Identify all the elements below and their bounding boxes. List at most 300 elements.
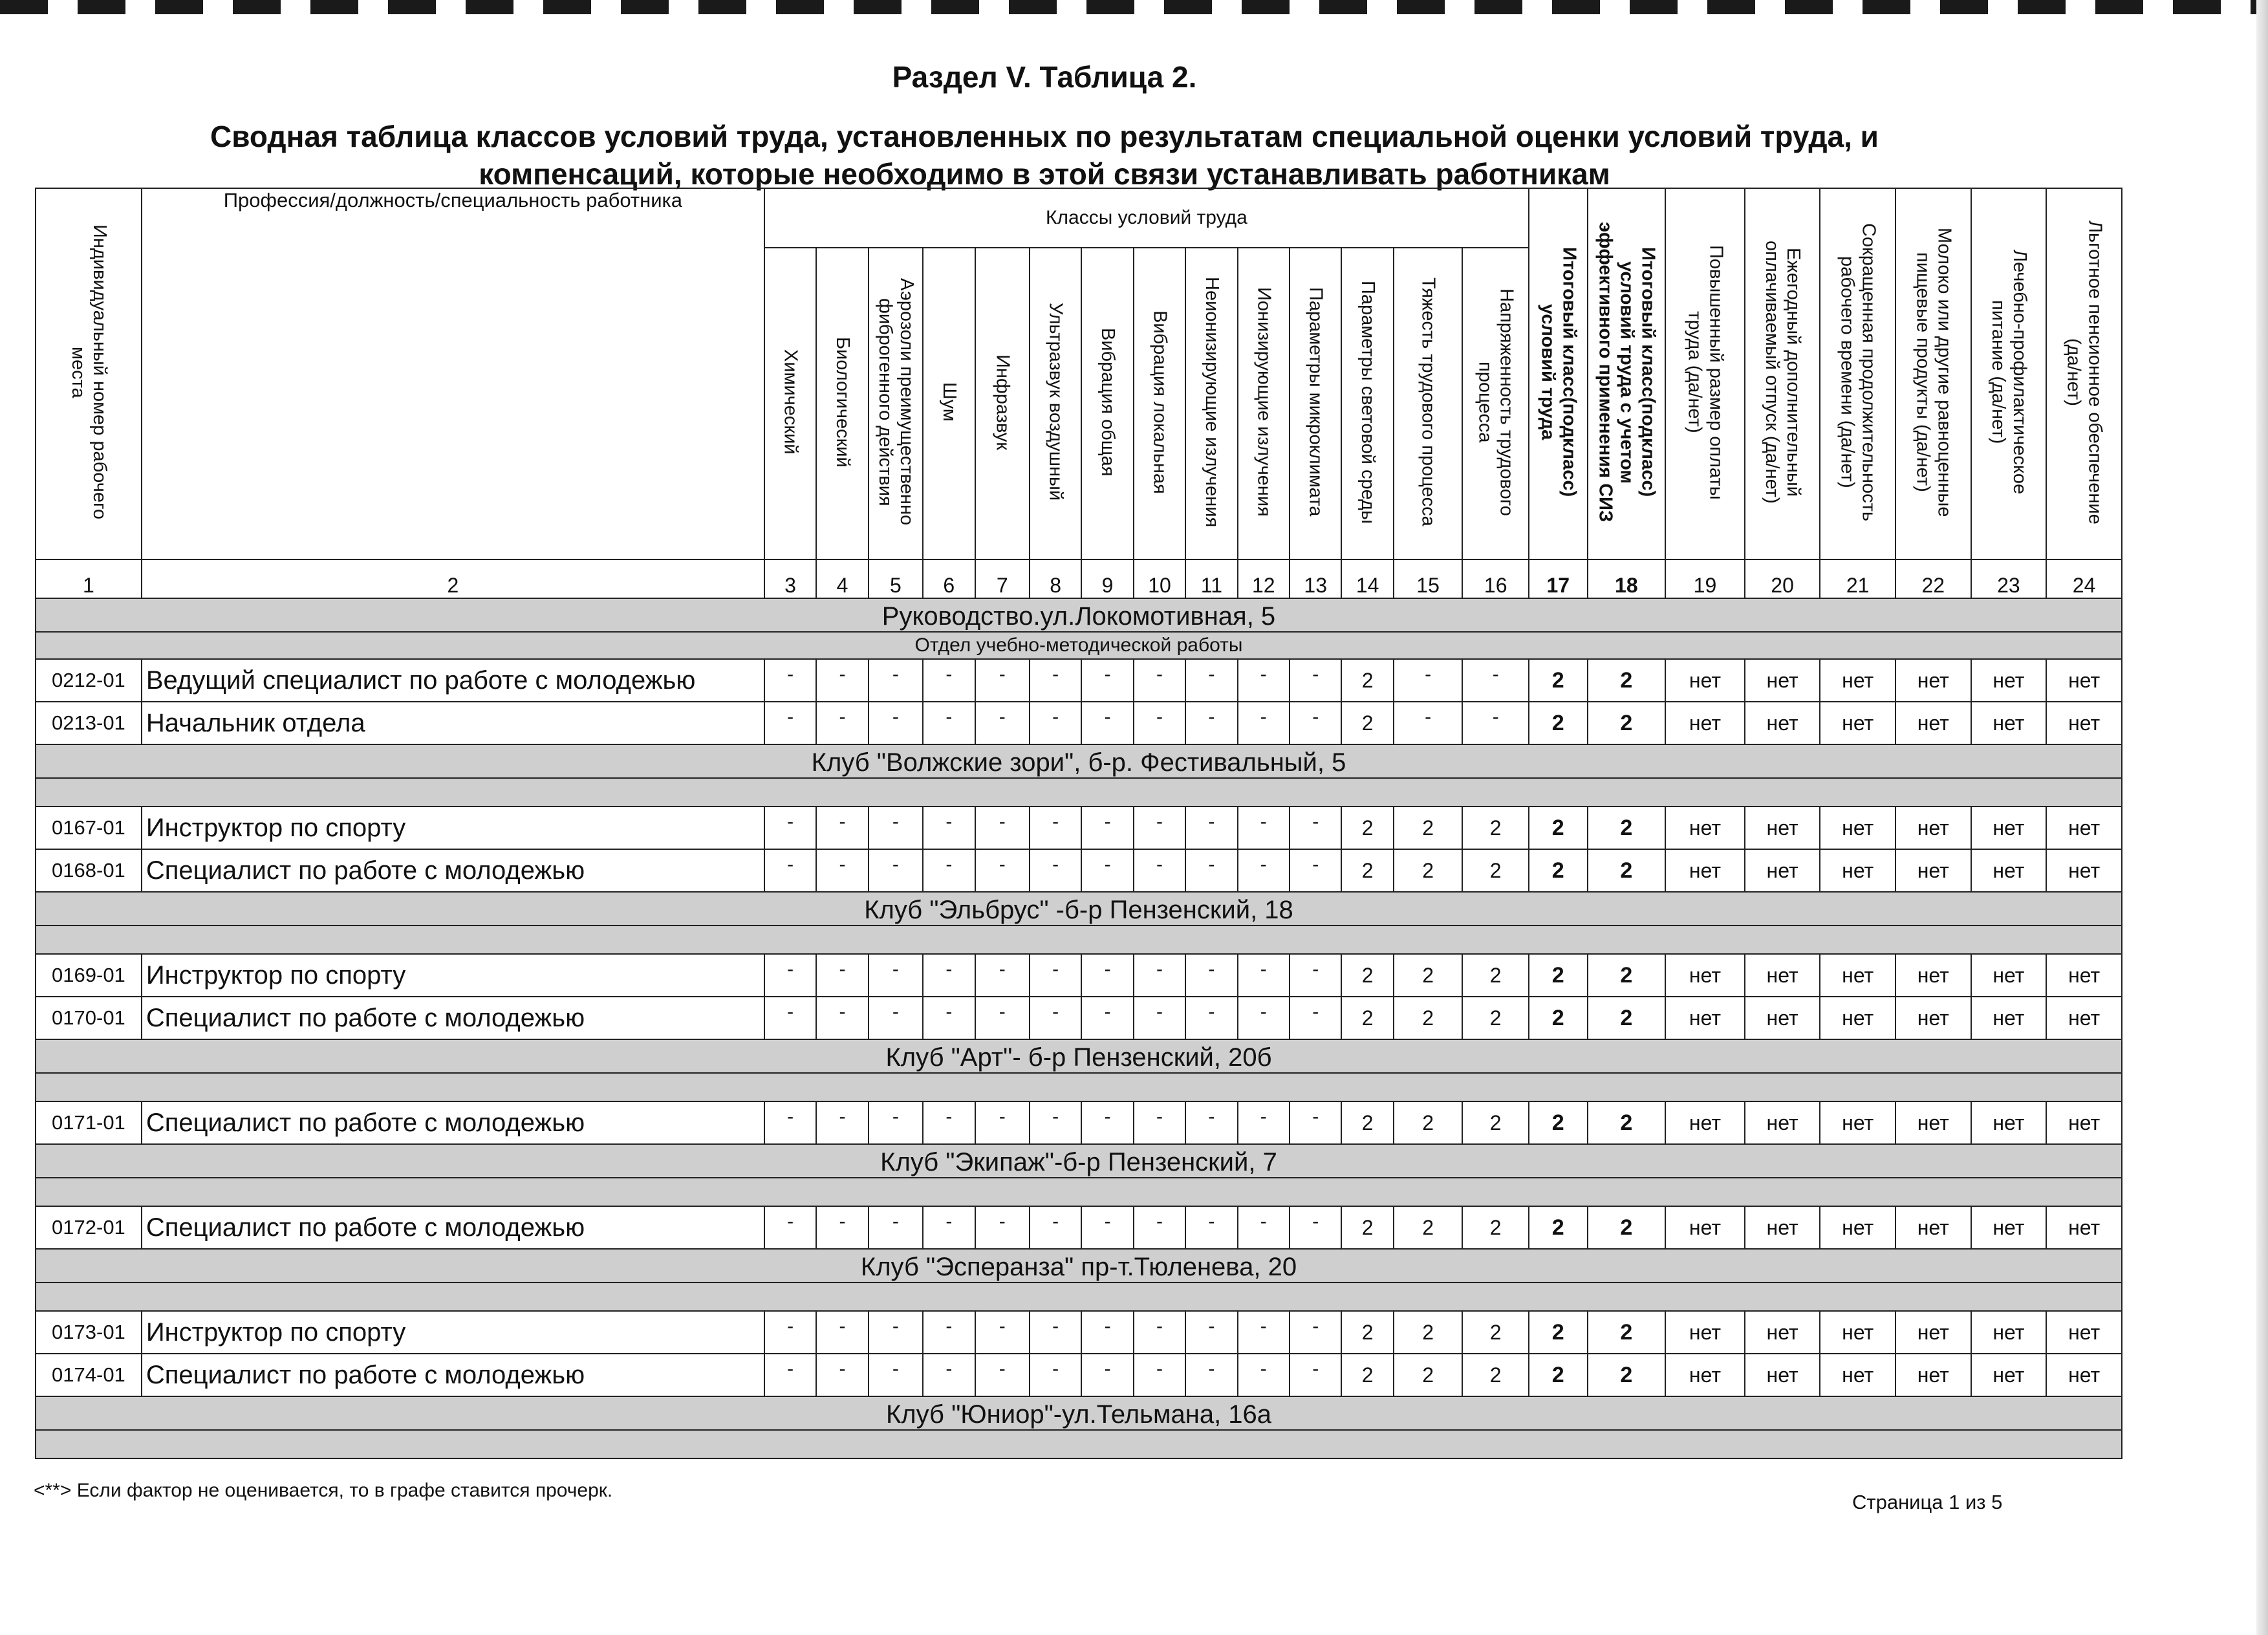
col-workplace-number: Индивидуальный номер рабочего места: [36, 188, 142, 559]
table-cell: нет: [1820, 1101, 1895, 1144]
table-cell: 2: [1394, 1206, 1463, 1249]
group-title: Клуб "Юниор"-ул.Тельмана, 16а: [36, 1396, 2122, 1430]
profession-name: Специалист по работе с молодежью: [142, 1206, 764, 1249]
col-factor-ultrasound: Ультразвук воздушный: [1030, 248, 1081, 559]
table-cell: -: [1238, 849, 1290, 892]
table-cell: -: [1081, 997, 1133, 1039]
table-cell: -: [869, 807, 923, 849]
table-row: [36, 1311, 2122, 1354]
table-cell: 2: [1341, 659, 1393, 702]
column-number: 15: [1394, 559, 1463, 598]
table-cell: нет: [1665, 997, 1745, 1039]
table-cell: -: [1238, 997, 1290, 1039]
table-cell: -: [816, 954, 868, 997]
table-cell: нет: [1895, 1101, 1971, 1144]
table-cell: -: [1030, 1206, 1081, 1249]
group-spacer-row: [36, 926, 2122, 954]
table-cell: 2: [1394, 954, 1463, 997]
table-cell: -: [1134, 1354, 1185, 1396]
table-cell: 2: [1341, 1206, 1393, 1249]
table-cell: -: [816, 702, 868, 744]
column-number: 17: [1529, 559, 1587, 598]
profession-name: Ведущий специалист по работе с молодежью: [142, 659, 764, 702]
table-cell: нет: [1820, 659, 1895, 702]
table-cell: -: [923, 702, 975, 744]
table-title-line1: Сводная таблица классов условий труда, установленных по результатам специальной оценки условий труда, и: [210, 120, 1879, 153]
table-cell: нет: [1745, 702, 1820, 744]
workplace-number: 0212-01: [36, 659, 142, 702]
table-cell: нет: [1665, 954, 1745, 997]
workplace-number: 0172-01: [36, 1206, 142, 1249]
table-cell: -: [923, 659, 975, 702]
profession-name: Инструктор по спорту: [142, 1311, 764, 1354]
table-cell: нет: [2046, 1206, 2122, 1249]
group-spacer: [36, 778, 2122, 807]
column-number: 3: [764, 559, 816, 598]
table-row: [36, 997, 2122, 1039]
table-cell: -: [764, 1101, 816, 1144]
table-cell: 2: [1394, 849, 1463, 892]
col-factor-vibration-general: Вибрация общая: [1081, 248, 1133, 559]
column-number: 22: [1895, 559, 1971, 598]
table-cell: -: [1238, 807, 1290, 849]
column-number: 5: [869, 559, 923, 598]
table-cell: нет: [1665, 702, 1745, 744]
table-cell: 2: [1341, 954, 1393, 997]
table-cell: -: [975, 1101, 1030, 1144]
col-comp-pension: Льготное пенсионное обеспечение (да/нет): [2046, 188, 2122, 559]
table-cell: -: [1134, 702, 1185, 744]
table-cell: нет: [2046, 849, 2122, 892]
table-cell: нет: [1745, 1311, 1820, 1354]
table-cell: нет: [1971, 997, 2047, 1039]
table-cell: нет: [2046, 659, 2122, 702]
column-numbers-row: [36, 559, 2122, 598]
column-number: 7: [975, 559, 1030, 598]
table-row: [36, 702, 2122, 744]
table-row: [36, 1101, 2122, 1144]
table-cell: -: [1394, 702, 1463, 744]
profession-name: Специалист по работе с молодежью: [142, 849, 764, 892]
table-cell: нет: [1895, 702, 1971, 744]
group-subtitle-row: [36, 632, 2122, 659]
table-cell: нет: [1820, 1311, 1895, 1354]
table-row: [36, 1354, 2122, 1396]
column-number: 12: [1238, 559, 1290, 598]
footnote: <**> Если фактор не оценивается, то в графе ставится прочерк.: [34, 1480, 613, 1501]
group-spacer: [36, 926, 2122, 954]
table-cell: нет: [1745, 1354, 1820, 1396]
column-number: 23: [1971, 559, 2047, 598]
col-classes-group: Классы условий труда: [764, 188, 1529, 248]
table-cell: -: [764, 997, 816, 1039]
table-cell: -: [975, 849, 1030, 892]
column-number: 13: [1290, 559, 1341, 598]
table-cell: нет: [1745, 1206, 1820, 1249]
table-row: [36, 954, 2122, 997]
table-cell: -: [1290, 849, 1341, 892]
group-spacer-row: [36, 1283, 2122, 1311]
table-cell: 2: [1341, 807, 1393, 849]
table-cell: нет: [1665, 849, 1745, 892]
column-number: 6: [923, 559, 975, 598]
table-cell: -: [1134, 997, 1185, 1039]
table-cell: -: [1081, 1206, 1133, 1249]
group-header-row: [36, 892, 2122, 926]
column-number: 24: [2046, 559, 2122, 598]
table-cell: -: [1462, 702, 1529, 744]
group-title: Клуб "Волжские зори", б-р. Фестивальный, 5: [36, 744, 2122, 778]
table-cell: нет: [1971, 659, 2047, 702]
group-header-row: [36, 1249, 2122, 1283]
table-cell: -: [1185, 1206, 1237, 1249]
table-cell: -: [923, 1101, 975, 1144]
table-cell: -: [1134, 659, 1185, 702]
table-cell: -: [816, 1206, 868, 1249]
workplace-number: 0167-01: [36, 807, 142, 849]
column-number: 1: [36, 559, 142, 598]
table-cell: нет: [1971, 702, 2047, 744]
table-cell: -: [869, 954, 923, 997]
table-cell: нет: [1820, 702, 1895, 744]
table-cell: -: [1394, 659, 1463, 702]
group-title: Клуб "Арт"- б-р Пензенский, 20б: [36, 1039, 2122, 1073]
table-cell: нет: [1665, 1311, 1745, 1354]
table-cell: нет: [1971, 1101, 2047, 1144]
table-cell: -: [1290, 807, 1341, 849]
table-cell: -: [1185, 807, 1237, 849]
table-cell: -: [1134, 807, 1185, 849]
table-body: [36, 559, 2122, 1458]
table-cell: нет: [1971, 1206, 2047, 1249]
table-cell: нет: [1895, 1311, 1971, 1354]
table-cell: 2: [1462, 1101, 1529, 1144]
table-cell: -: [816, 659, 868, 702]
table-cell: нет: [2046, 997, 2122, 1039]
table-cell: 2: [1462, 807, 1529, 849]
table-cell: 2: [1341, 997, 1393, 1039]
table-cell: -: [869, 1101, 923, 1144]
col-comp-pay: Повышенный размер оплаты труда (да/нет): [1665, 188, 1745, 559]
group-title: Клуб "Эсперанза" пр-т.Тюленева, 20: [36, 1249, 2122, 1283]
col-comp-food: Лечебно-профилактическое питание (да/нет): [1971, 188, 2047, 559]
table-cell: 2: [1588, 849, 1666, 892]
table-cell: нет: [1820, 997, 1895, 1039]
table-cell: нет: [1745, 659, 1820, 702]
workplace-number: 0169-01: [36, 954, 142, 997]
table-cell: -: [1238, 702, 1290, 744]
table-cell: нет: [2046, 702, 2122, 744]
table-cell: нет: [1895, 849, 1971, 892]
table-cell: нет: [1971, 849, 2047, 892]
table-cell: -: [1030, 659, 1081, 702]
group-header-row: [36, 1396, 2122, 1430]
table-cell: -: [1185, 702, 1237, 744]
group-title: Клуб "Экипаж"-б-р Пензенский, 7: [36, 1144, 2122, 1178]
table-cell: нет: [1971, 1354, 2047, 1396]
table-cell: 2: [1588, 997, 1666, 1039]
table-cell: нет: [2046, 1101, 2122, 1144]
table-cell: нет: [1971, 807, 2047, 849]
group-spacer-row: [36, 1178, 2122, 1206]
col-final-class: Итоговый класс(подкласс) условий труда: [1529, 188, 1587, 559]
table-cell: -: [1185, 659, 1237, 702]
profession-name: Начальник отдела: [142, 702, 764, 744]
table-cell: -: [869, 849, 923, 892]
table-cell: -: [869, 1206, 923, 1249]
table-cell: нет: [1895, 1354, 1971, 1396]
table-cell: -: [923, 807, 975, 849]
table-cell: -: [1290, 954, 1341, 997]
binding-holes: [0, 0, 2268, 14]
table-cell: нет: [1665, 1101, 1745, 1144]
table-cell: нет: [1820, 1206, 1895, 1249]
table-cell: -: [816, 849, 868, 892]
table-cell: нет: [1971, 954, 2047, 997]
table-cell: -: [923, 1354, 975, 1396]
table-cell: нет: [1820, 954, 1895, 997]
table-cell: -: [1290, 1311, 1341, 1354]
table-cell: 2: [1588, 1206, 1666, 1249]
table-cell: -: [975, 659, 1030, 702]
table-cell: 2: [1529, 659, 1587, 702]
table-cell: -: [923, 1206, 975, 1249]
page-edge: [2256, 0, 2268, 1635]
col-factor-ionizing: Ионизирующие излучения: [1238, 248, 1290, 559]
table-cell: нет: [1820, 849, 1895, 892]
table-cell: -: [1134, 1311, 1185, 1354]
col-factor-vibration-local: Вибрация локальная: [1134, 248, 1185, 559]
table-cell: нет: [1665, 1354, 1745, 1396]
table-cell: 2: [1529, 997, 1587, 1039]
workplace-number: 0174-01: [36, 1354, 142, 1396]
table-cell: -: [1030, 702, 1081, 744]
table-cell: -: [869, 1354, 923, 1396]
table-cell: -: [764, 849, 816, 892]
table-cell: 2: [1529, 849, 1587, 892]
table-cell: нет: [1665, 807, 1745, 849]
table-cell: нет: [1895, 954, 1971, 997]
table-cell: -: [1030, 849, 1081, 892]
table-cell: -: [1081, 954, 1133, 997]
table-cell: -: [1185, 1311, 1237, 1354]
table-cell: -: [1290, 997, 1341, 1039]
table-cell: -: [1134, 954, 1185, 997]
table-cell: -: [1290, 659, 1341, 702]
workplace-number: 0171-01: [36, 1101, 142, 1144]
table-cell: -: [816, 807, 868, 849]
workplace-number: 0168-01: [36, 849, 142, 892]
table-cell: 2: [1588, 1101, 1666, 1144]
table-cell: 2: [1588, 659, 1666, 702]
table-cell: -: [1030, 1101, 1081, 1144]
table-cell: -: [1290, 1206, 1341, 1249]
table-cell: -: [1030, 807, 1081, 849]
table-cell: -: [1238, 954, 1290, 997]
column-number: 21: [1820, 559, 1895, 598]
col-profession: Профессия/должность/специальность работника: [142, 188, 764, 559]
col-factor-chemical: Химический: [764, 248, 816, 559]
table-cell: 2: [1341, 849, 1393, 892]
col-factor-microclimate: Параметры микроклимата: [1290, 248, 1341, 559]
table-cell: -: [869, 702, 923, 744]
header-row-1: [36, 188, 2122, 248]
table-cell: -: [1185, 849, 1237, 892]
table-cell: 2: [1588, 1354, 1666, 1396]
column-number: 16: [1462, 559, 1529, 598]
table-cell: -: [764, 659, 816, 702]
table-cell: -: [1081, 1101, 1133, 1144]
group-spacer: [36, 1178, 2122, 1206]
table-cell: 2: [1394, 997, 1463, 1039]
table-cell: -: [1030, 1354, 1081, 1396]
table-cell: -: [923, 954, 975, 997]
col-factor-biological: Биологический: [816, 248, 868, 559]
page-number: Страница 1 из 5: [1852, 1491, 2003, 1513]
profession-name: Инструктор по спорту: [142, 807, 764, 849]
table-cell: -: [816, 1354, 868, 1396]
table-cell: 2: [1462, 954, 1529, 997]
table-cell: -: [1185, 1354, 1237, 1396]
table-cell: -: [1134, 1101, 1185, 1144]
table-cell: 2: [1529, 702, 1587, 744]
column-number: 14: [1341, 559, 1393, 598]
table-cell: -: [1030, 997, 1081, 1039]
table-cell: 2: [1529, 1206, 1587, 1249]
table-cell: 2: [1462, 997, 1529, 1039]
table-cell: нет: [1665, 1206, 1745, 1249]
table-cell: -: [975, 807, 1030, 849]
column-number: 9: [1081, 559, 1133, 598]
table-cell: -: [1185, 1101, 1237, 1144]
col-comp-vacation: Ежегодный дополнительный оплачиваемый отпуск (да/нет): [1745, 188, 1820, 559]
table-cell: -: [1134, 849, 1185, 892]
table-title: [0, 118, 2089, 193]
table-cell: 2: [1462, 849, 1529, 892]
table-cell: -: [1185, 954, 1237, 997]
table-cell: -: [816, 997, 868, 1039]
group-header-row: [36, 744, 2122, 778]
table-cell: 2: [1341, 702, 1393, 744]
col-factor-intensity: Напряженность трудового процесса: [1462, 248, 1529, 559]
table-cell: -: [869, 1311, 923, 1354]
table-cell: нет: [1895, 807, 1971, 849]
profession-name: Инструктор по спорту: [142, 954, 764, 997]
table-cell: нет: [1971, 1311, 2047, 1354]
table-cell: 2: [1588, 807, 1666, 849]
table-cell: -: [764, 702, 816, 744]
table-cell: 2: [1529, 954, 1587, 997]
col-factor-nonionizing: Неионизирующие излучения: [1185, 248, 1237, 559]
group-header-row: [36, 1144, 2122, 1178]
table-cell: -: [869, 659, 923, 702]
workplace-number: 0173-01: [36, 1311, 142, 1354]
table-cell: -: [1462, 659, 1529, 702]
table-cell: -: [1081, 807, 1133, 849]
group-spacer: [36, 1073, 2122, 1101]
table-cell: нет: [1745, 954, 1820, 997]
table-cell: нет: [1745, 849, 1820, 892]
group-title: Клуб "Эльбрус" -б-р Пензенский, 18: [36, 892, 2122, 926]
table-cell: 2: [1588, 954, 1666, 997]
table-cell: 2: [1341, 1311, 1393, 1354]
table-cell: нет: [2046, 1311, 2122, 1354]
table-cell: 2: [1394, 1311, 1463, 1354]
table-cell: -: [816, 1101, 868, 1144]
table-cell: -: [1185, 997, 1237, 1039]
group-spacer-row: [36, 1430, 2122, 1458]
col-factor-aerosols: Аэрозоли преимущественно фиброгенного действия: [869, 248, 923, 559]
table-cell: -: [1134, 1206, 1185, 1249]
table-cell: нет: [1820, 1354, 1895, 1396]
table-cell: нет: [1745, 1101, 1820, 1144]
table-cell: нет: [1665, 659, 1745, 702]
column-number: 18: [1588, 559, 1666, 598]
table-cell: 2: [1529, 1101, 1587, 1144]
table-cell: 2: [1462, 1311, 1529, 1354]
table-cell: -: [923, 997, 975, 1039]
col-factor-noise: Шум: [923, 248, 975, 559]
group-spacer-row: [36, 778, 2122, 807]
table-cell: нет: [1745, 807, 1820, 849]
table-cell: -: [1081, 849, 1133, 892]
table-cell: нет: [2046, 954, 2122, 997]
group-header-row: [36, 1039, 2122, 1073]
table-cell: 2: [1529, 1311, 1587, 1354]
table-cell: нет: [1895, 997, 1971, 1039]
table-cell: -: [1290, 702, 1341, 744]
table-cell: 2: [1394, 1101, 1463, 1144]
table-cell: -: [1238, 1206, 1290, 1249]
group-title: Руководство.ул.Локомотивная, 5: [36, 598, 2122, 632]
table-cell: -: [764, 1206, 816, 1249]
table-row: [36, 849, 2122, 892]
table-cell: -: [975, 997, 1030, 1039]
table-cell: 2: [1462, 1354, 1529, 1396]
column-number: 2: [142, 559, 764, 598]
col-comp-hours: Сокращенная продолжительность рабочего времени (да/нет): [1820, 188, 1895, 559]
table-cell: -: [764, 807, 816, 849]
table-cell: -: [1290, 1101, 1341, 1144]
profession-name: Специалист по работе с молодежью: [142, 1354, 764, 1396]
table-cell: 2: [1394, 1354, 1463, 1396]
col-factor-lighting: Параметры световой среды: [1341, 248, 1393, 559]
table-row: [36, 659, 2122, 702]
table-cell: -: [923, 1311, 975, 1354]
table-cell: -: [869, 997, 923, 1039]
table-cell: 2: [1394, 807, 1463, 849]
table-cell: 2: [1341, 1354, 1393, 1396]
col-factor-infrasound: Инфразвук: [975, 248, 1030, 559]
table-cell: 2: [1588, 702, 1666, 744]
col-final-class-siz: Итоговый класс(подкласс) условий труда с учетом эффективного применения СИЗ: [1588, 188, 1666, 559]
column-number: 19: [1665, 559, 1745, 598]
group-spacer: [36, 1430, 2122, 1458]
column-number: 10: [1134, 559, 1185, 598]
table-cell: нет: [2046, 1354, 2122, 1396]
column-number: 11: [1185, 559, 1237, 598]
table-cell: -: [1238, 1311, 1290, 1354]
group-subtitle: Отдел учебно-методической работы: [36, 632, 2122, 659]
column-number: 20: [1745, 559, 1820, 598]
profession-name: Специалист по работе с молодежью: [142, 1101, 764, 1144]
group-spacer-row: [36, 1073, 2122, 1101]
table-cell: -: [1030, 954, 1081, 997]
section-title: Раздел V. Таблица 2.: [892, 60, 1197, 94]
table-cell: -: [1238, 659, 1290, 702]
column-number: 4: [816, 559, 868, 598]
table-cell: -: [1081, 1311, 1133, 1354]
